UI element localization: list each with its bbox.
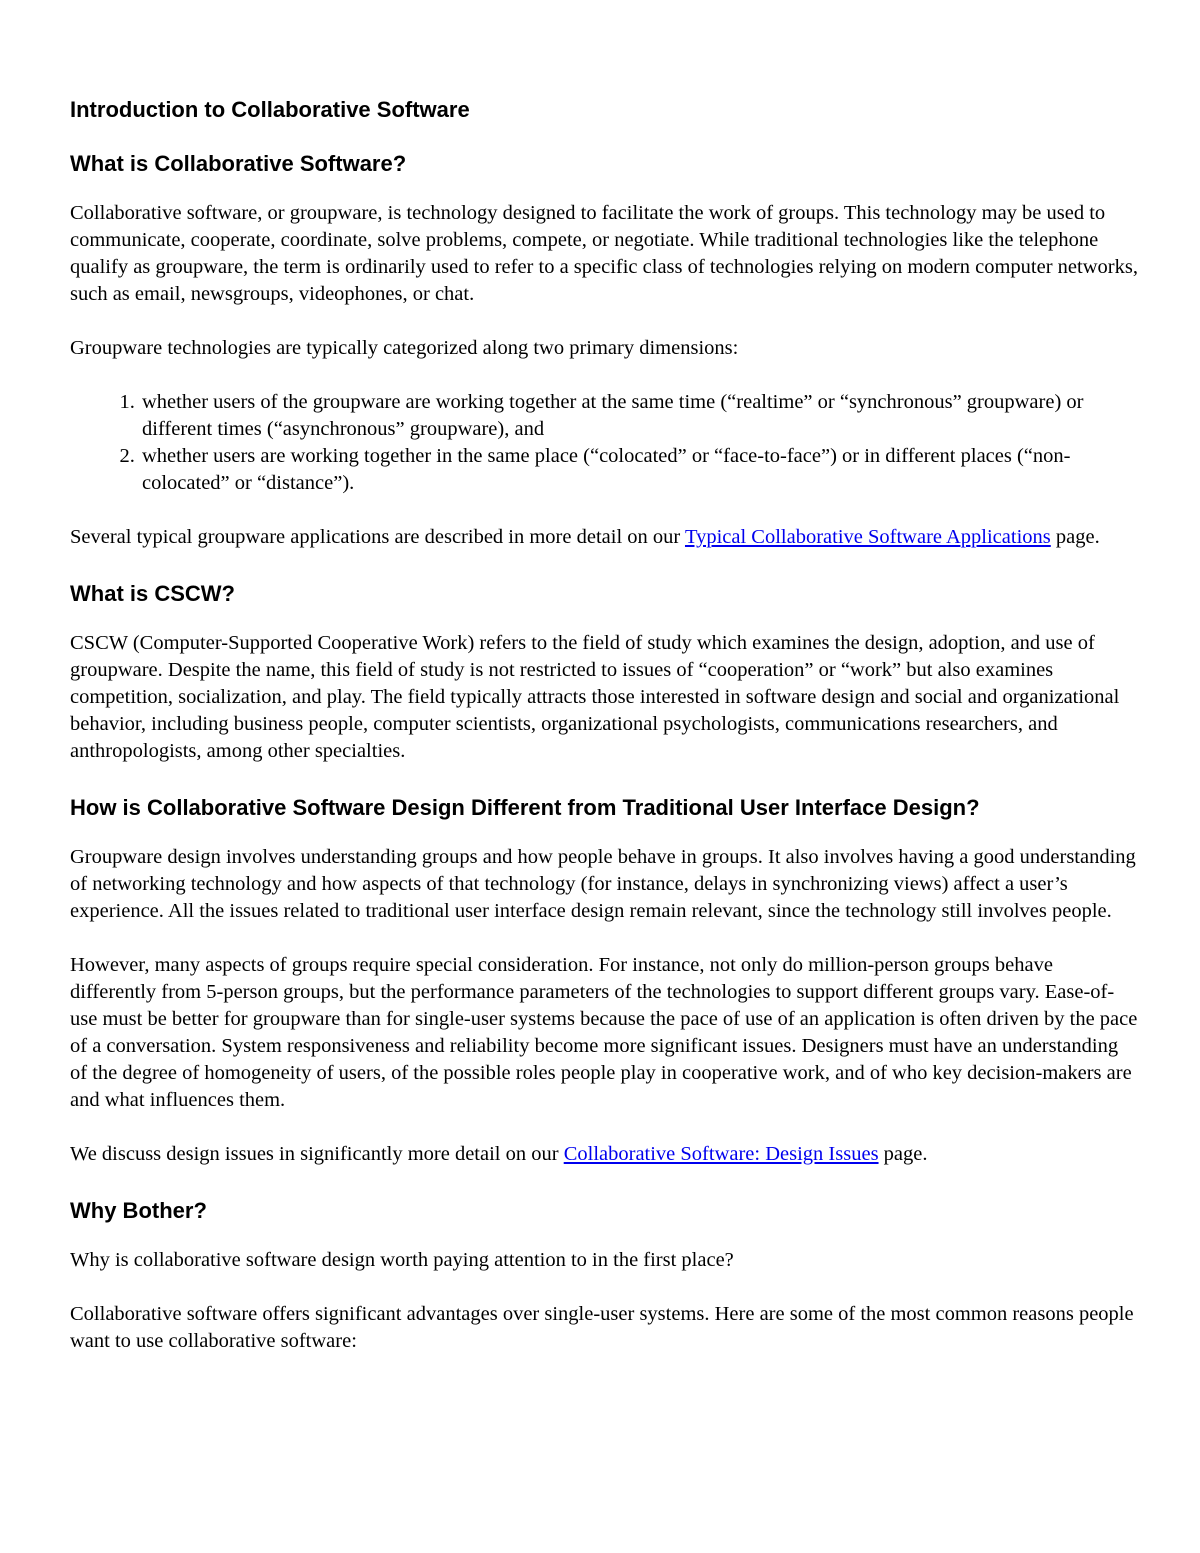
document-page — [70, 92, 1138, 1382]
paragraph: Groupware design involves understanding groups and how people behave in groups. It also involves having a good understanding of networking technology and how aspects of that technology (for instance, delays in synchronizing views) affect a user’s experience. All the issues related to traditional user interface design remain relevant, since the technology still involves people. — [70, 846, 1136, 922]
paragraph: Collaborative software offers significant advantages over single-user systems. Here are some of the most common reasons people want to use collaborative software: — [70, 1303, 1134, 1352]
section-heading-what-is-collaborative-software: What is Collaborative Software? — [70, 151, 407, 176]
typical-applications-link[interactable]: Typical Collaborative Software Applications — [684, 526, 1051, 548]
paragraph: CSCW (Computer-Supported Cooperative Work) refers to the field of study which examines the design, adoption, and use of groupware. Despite the name, this field of study is not restricted to issues of “cooperation” or “work” but also examines competition, socialization, and play. The field typically attracts those interested in software design and social and organizational behavior, including business people, computer scientists, organizational psychologists, communications researchers, and anthropologists, among other specialties. — [70, 632, 1120, 762]
document-title: Introduction to Collaborative Software — [70, 97, 470, 122]
list-item: 1. whether users of the groupware are working together at the same time (“realtime” or “synchronous” groupware) or different times (“asynchronous” groupware), and — [140, 389, 1138, 443]
design-issues-link[interactable]: Collaborative Software: Design Issues — [563, 1143, 879, 1165]
paragraph-text: page. — [1050, 526, 1100, 548]
section-heading-what-is-cscw: What is CSCW? — [70, 581, 235, 606]
paragraph: Why is collaborative software design worth paying attention to in the first place? — [70, 1249, 734, 1271]
paragraph-text: We discuss design issues in significantly more detail on our — [70, 1143, 564, 1165]
paragraph-with-link — [70, 1141, 1138, 1168]
list-item: 2. whether users are working together in the same place (“colocated” or “face-to-face”) or in different places (“non-colocated” or “distance”). — [140, 443, 1138, 497]
dimensions-list — [70, 389, 1138, 497]
paragraph-text: page. — [878, 1143, 928, 1165]
paragraph-with-link — [70, 524, 1138, 551]
paragraph-text: Several typical groupware applications are described in more detail on our — [70, 526, 685, 548]
paragraph: However, many aspects of groups require special consideration. For instance, not only do million-person groups behave differently from 5-person groups, but the performance parameters of the technologies to support different groups vary. Ease-of-use must be better for groupware than for single-user systems because the pace of use of an application is often driven by the pace of a conversation. System responsiveness and reliability become more significant issues. Designers must have an understanding of the degree of homogeneity of users, of the possible roles people play in cooperative work, and of who key decision-makers are and what influences them. — [70, 954, 1138, 1111]
paragraph: Groupware technologies are typically categorized along two primary dimensions: — [70, 337, 739, 359]
section-heading-design-difference: How is Collaborative Software Design Different from Traditional User Interface Design? — [70, 795, 980, 820]
paragraph: Collaborative software, or groupware, is technology designed to facilitate the work of groups. This technology may be used to communicate, cooperate, coordinate, solve problems, compete, or negotiate. While traditional technologies like the telephone qualify as groupware, the term is ordinarily used to refer to a specific class of technologies relying on modern computer networks, such as email, newsgroups, videophones, or chat. — [70, 202, 1138, 305]
section-heading-why-bother: Why Bother? — [70, 1198, 207, 1223]
